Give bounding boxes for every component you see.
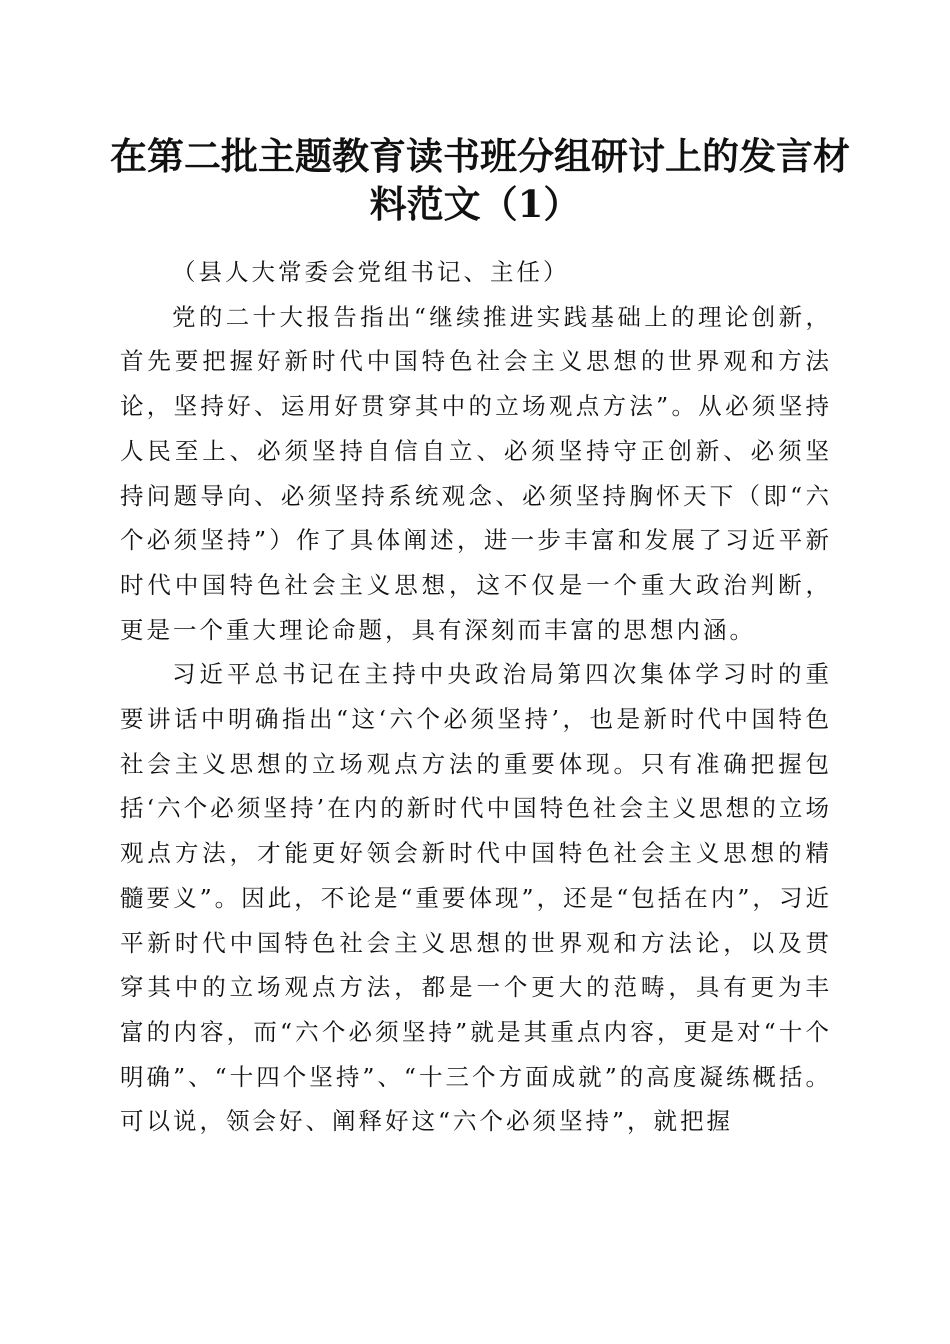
document-body: [120, 250, 832, 1144]
paragraph-2: 习近平总书记在主持中央政治局第四次集体学习时的重要讲话中明确指出“这‘六个必须坚持’，也是新时代中国特色社会主义思想的立场观点方法的重要体现。只有准确把握包括‘六个必须坚持’在内的新时代中国特色社会主义思想的立场观点方法，才能更好领会新时代中国特色社会主义思想的精髓要义”。因此，不论是“重要体现”，还是“包括在内”，习近平新时代中国特色社会主义思想的世界观和方法论，以及贯穿其中的立场观点方法，都是一个更大的范畴，具有更为丰富的内容，而“六个必须坚持”就是其重点内容，更是对“十个明确”、“十四个坚持”、“十三个方面成就”的高度凝练概括。可以说，领会好、阐释好这“六个必须坚持”，就把握: [120, 660, 832, 1136]
document-title: [110, 132, 850, 228]
paragraph-1: 党的二十大报告指出“继续推进实践基础上的理论创新，首先要把握好新时代中国特色社会主义思想的世界观和方法论，坚持好、运用好贯穿其中的立场观点方法”。从必须坚持人民至上、必须坚持自信自立、必须坚持守正创新、必须坚持问题导向、必须坚持系统观念、必须坚持胸怀天下（即“六个必须坚持”）作了具体阐述，进一步丰富和发展了习近平新时代中国特色社会主义思想，这不仅是一个重大政治判断，更是一个重大理论命题，具有深刻而丰富的思想内涵。: [120, 302, 832, 644]
title-line-2: 料范文（1）: [369, 182, 581, 226]
author-line: （县人大常委会党组书记、主任）: [172, 258, 570, 286]
title-line-1: 在第二批主题教育读书班分组研讨上的发言材: [110, 134, 850, 178]
